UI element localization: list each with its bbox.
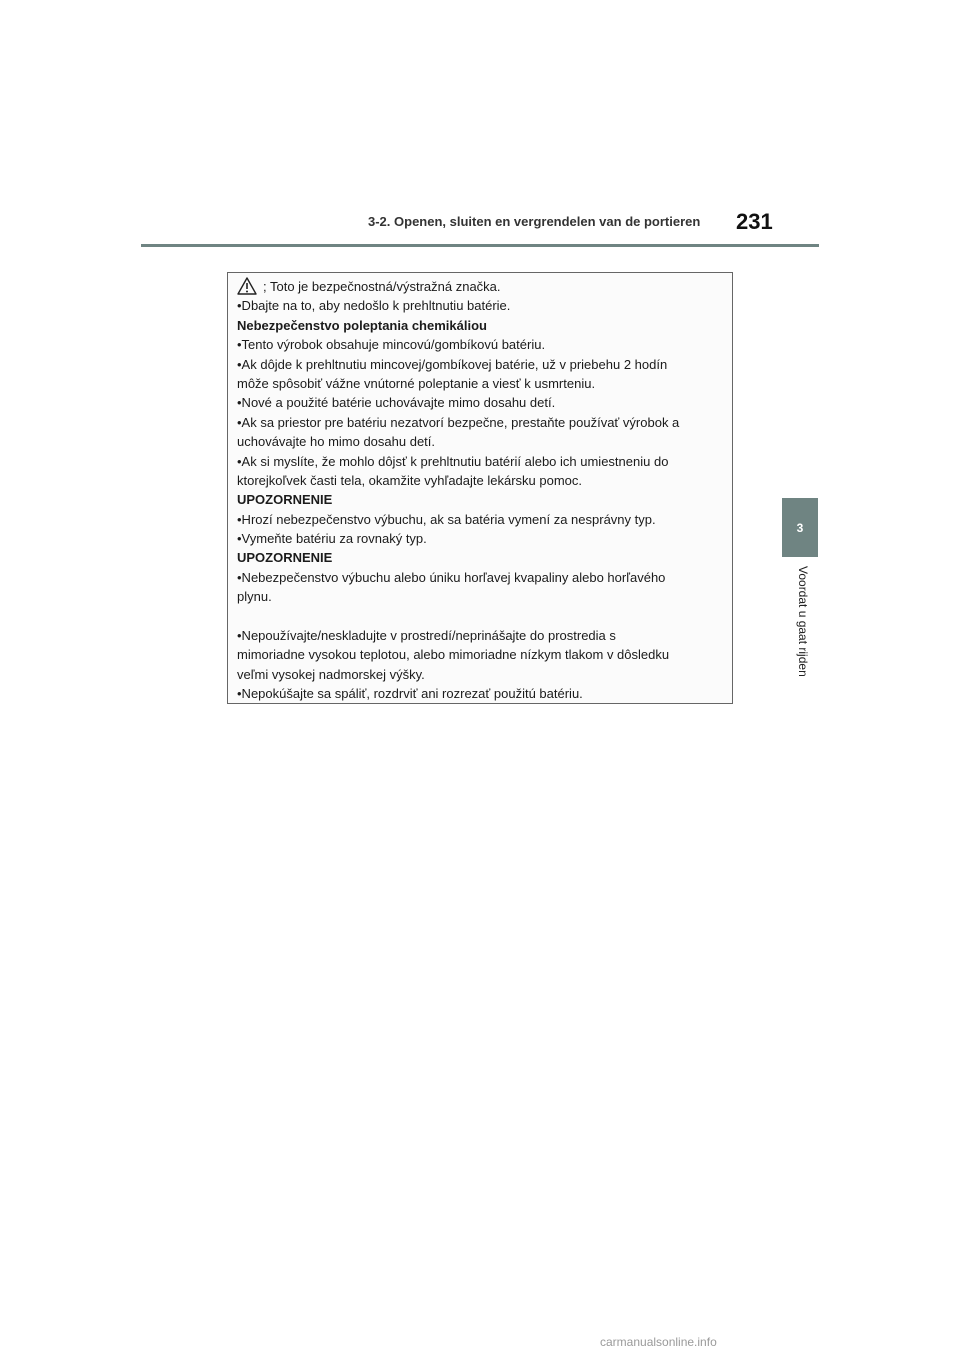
warning-line-9: •Ak si myslíte, že mohlo dôjsť k prehltnutiu batérií alebo ich umiestneniu do bbox=[237, 453, 669, 469]
warning-line-4: •Ak dôjde k prehltnutiu mincovej/gombíkovej batérie, už v priebehu 2 hodín bbox=[237, 356, 668, 372]
battery-warning-box bbox=[227, 272, 733, 704]
warning-line-5: môže spôsobiť vážne vnútorné poleptanie a viesť k usmrteniu. bbox=[237, 375, 596, 391]
warning-symbol-text: ; Toto je bezpečnostná/výstražná značka. bbox=[263, 279, 501, 294]
watermark: carmanualsonline.info bbox=[600, 1335, 717, 1349]
warning-line-19: mimoriadne vysokou teplotou, alebo mimoriadne nízkym tlakom v dôsledku bbox=[237, 647, 670, 663]
warning-line-13: •Vymeňte batériu za rovnaký typ. bbox=[237, 531, 427, 547]
chapter-tab: 3 bbox=[782, 498, 818, 557]
warning-line-16: plynu. bbox=[237, 589, 272, 605]
warning-line-12: •Hrozí nebezpečenstvo výbuchu, ak sa batéria vymení za nesprávny typ. bbox=[237, 511, 656, 527]
section-title: 3-2. Openen, sluiten en vergrendelen van de portieren bbox=[368, 214, 701, 229]
warning-line-10: ktorejkoľvek časti tela, okamžite vyhľadajte lekársku pomoc. bbox=[237, 472, 583, 488]
warning-line-7: •Ak sa priestor pre batériu nezatvorí bezpečne, prestaňte používať výrobok a bbox=[237, 414, 680, 430]
header-divider bbox=[141, 244, 819, 247]
warning-line-8: uchovávajte ho mimo dosahu detí. bbox=[237, 434, 436, 450]
warning-line-18: •Nepoužívajte/neskladujte v prostredí/neprinášajte do prostredia s bbox=[237, 628, 616, 644]
warning-line-0 bbox=[237, 277, 732, 296]
warning-line-21: •Nepokúšajte sa spáliť, rozdrviť ani rozrezať použitú batériu. bbox=[237, 686, 583, 702]
warning-line-20: veľmi vysokej nadmorskej výšky. bbox=[237, 666, 425, 682]
chapter-title: Voordat u gaat rijden bbox=[796, 566, 810, 677]
warning-heading-upozornenie-2: UPOZORNENIE bbox=[237, 550, 333, 566]
warning-line-15: •Nebezpečenstvo výbuchu alebo úniku horľavej kvapaliny alebo horľavého bbox=[237, 569, 666, 585]
warning-line-6: •Nové a použité batérie uchovávajte mimo dosahu detí. bbox=[237, 395, 556, 411]
warning-spacer bbox=[237, 607, 732, 626]
page-number: 231 bbox=[736, 209, 773, 234]
warning-heading-chemical: Nebezpečenstvo poleptania chemikáliou bbox=[237, 317, 487, 333]
warning-line-1: •Dbajte na to, aby nedošlo k prehltnutiu batérie. bbox=[237, 298, 511, 314]
warning-heading-upozornenie-1: UPOZORNENIE bbox=[237, 492, 333, 508]
warning-line-3: •Tento výrobok obsahuje mincovú/gombíkovú batériu. bbox=[237, 337, 546, 353]
